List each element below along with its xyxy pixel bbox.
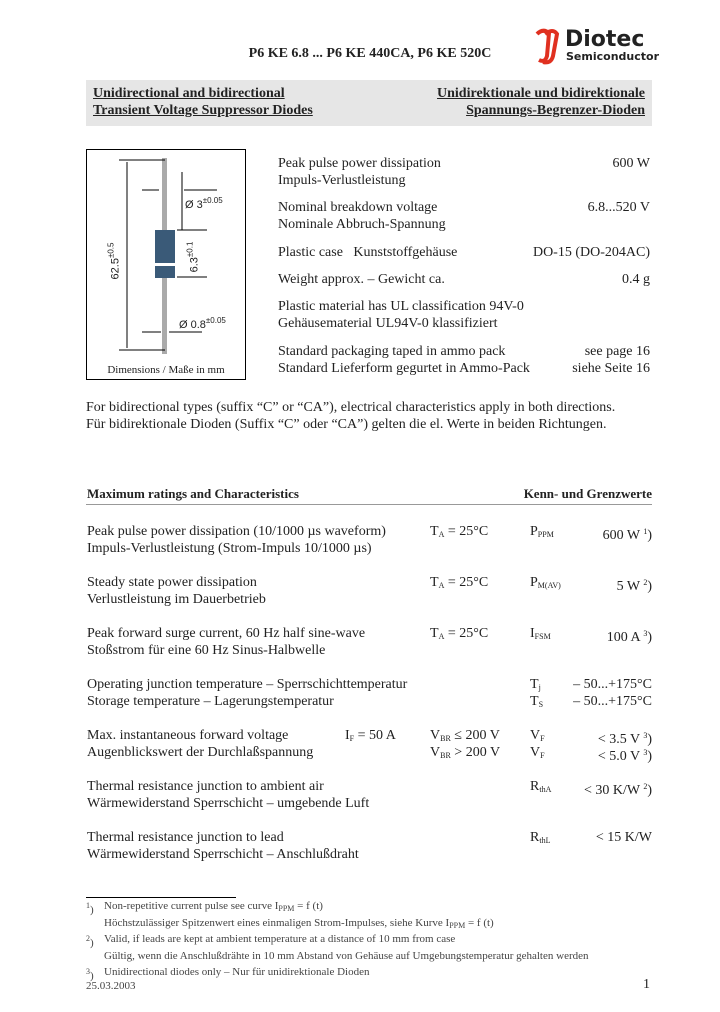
rating-symbol: [530, 523, 554, 543]
rating-symbol: [530, 625, 551, 645]
rating-value-text: 5 W: [616, 579, 640, 594]
rating-symbol: [530, 778, 551, 798]
rating-precondition-main: I: [345, 728, 350, 743]
logo-subtext: Semiconductor: [566, 50, 659, 63]
body-diameter-tol: ±0.05: [202, 196, 223, 205]
footnote-number: 3: [86, 967, 90, 976]
rating-condition-subscript: A: [438, 581, 445, 590]
rating-condition-main: T: [430, 626, 439, 641]
section-header: [86, 485, 652, 505]
rating-value: < 3.5 V $^3$): [597, 731, 652, 747]
spec-value: 6.8...520 V: [587, 200, 650, 215]
lead-diameter: Ø 0.8: [179, 319, 206, 331]
rating-symbol-main: R: [530, 779, 540, 794]
lead-diameter-tol: ±0.05: [205, 316, 226, 325]
bidirectional-note-en: For bidirectional types (suffix “C” or “CA”), electrical characteristics apply in both directions.: [86, 400, 616, 415]
rating-label: Peak pulse power dissipation (10/1000 µs waveform): [87, 524, 386, 539]
footnote-ref: 3: [643, 748, 648, 757]
rating-label-de: Wärmewiderstand Sperrschicht – Anschlußdraht: [87, 847, 359, 862]
rating-value-text: < 30 K/W: [583, 783, 640, 798]
footnote-text: Gültig, wenn die Anschlußdrähte in 10 mm Abstand von Gehäuse auf Umgebungstemperatur gehalten werden: [104, 949, 589, 962]
rating-label: Thermal resistance junction to lead: [87, 830, 284, 845]
total-length: 62.5: [109, 258, 122, 280]
rating-condition-main: T: [430, 575, 439, 590]
figure-caption: Dimensions / Maße in mm: [107, 364, 225, 376]
rating-value: 600 W $^1$): [602, 527, 652, 543]
footnote-ref: 2: [643, 578, 648, 587]
rating-symbol-main: P: [530, 524, 538, 539]
rating-symbol-subscript: S: [538, 700, 544, 709]
rating-symbol-main: I: [530, 626, 535, 641]
rating-condition-rest: ≤ 200 V: [450, 728, 500, 743]
footnote-mark: $^1$): [86, 901, 94, 916]
rating-value-text: 100 A: [606, 630, 640, 645]
rating-label: Thermal resistance junction to ambient air: [87, 779, 324, 794]
footnote-ref: 3: [643, 731, 648, 740]
rating-label: Steady state power dissipation: [87, 575, 257, 590]
rating-value: [573, 676, 652, 693]
spec-label-de: Standard Lieferform gegurtet in Ammo-Pack: [278, 361, 530, 376]
rating-condition-subscript: A: [438, 530, 445, 539]
document-title: P6 KE 6.8 ... P6 KE 440CA, P6 KE 520C: [248, 46, 492, 61]
rating-condition-main: T: [430, 524, 439, 539]
body-diameter: Ø 3: [185, 199, 203, 211]
footnote-number: 2: [86, 934, 90, 943]
spec-label: Plastic material has UL classification 94V-0: [278, 299, 524, 314]
spec-label: Standard packaging taped in ammo pack: [278, 344, 506, 359]
spec-label: Plastic case Kunststoffgehäuse: [278, 245, 458, 260]
rating-value: 100 A $^3$): [606, 629, 652, 645]
footnote-rest: = f (t): [465, 916, 494, 929]
footnote-text: Unidirectional diodes only – Nur für unidirektionale Dioden: [104, 966, 370, 978]
section-title-en: Maximum ratings and Characteristics: [87, 486, 299, 501]
footnote-text: Valid, if leads are kept at ambient temperature at a distance of 10 mm from case: [104, 933, 456, 945]
footnote-sub: PPM: [278, 904, 295, 913]
footnote-ref: 1: [643, 527, 648, 536]
rating-value: [596, 829, 652, 846]
spec-value: 0.4 g: [622, 272, 650, 287]
footnote-ref: 3: [643, 629, 648, 638]
rating-symbol-main: V: [530, 728, 541, 743]
footnote-de: [104, 948, 589, 965]
rating-value: 5 W $^2$): [616, 578, 652, 594]
body-length-tol: ±0.1: [185, 241, 195, 258]
diotec-logo: [533, 26, 658, 66]
rating-value-text: – 50...+175°C: [573, 694, 652, 709]
footnote-en: [104, 931, 455, 948]
rating-label: Peak forward surge current, 60 Hz half sine-wave: [87, 626, 366, 641]
rating-symbol-main: V: [530, 745, 541, 760]
footnote-text: Höchstzulässiger Spitzenwert eines einmaligen Strom-Impulses, siehe Kurve I: [104, 916, 450, 929]
title-banner: [86, 80, 652, 126]
page-number: 1: [643, 977, 650, 992]
rating-condition: [430, 574, 488, 594]
rating-condition: [430, 523, 488, 543]
rating-condition-rest: = 25°C: [444, 575, 489, 590]
footnote-number: 1: [86, 901, 90, 910]
rating-label-de: Impuls-Verlustleistung (Strom-Impuls 10/1000 µs): [87, 541, 372, 556]
banner-en-1: Unidirectional and bidirectional: [93, 86, 285, 101]
spec-label-de: Impuls-Verlustleistung: [278, 173, 406, 188]
body-length: 6.3: [188, 257, 201, 273]
footnote-en: [104, 964, 369, 981]
rating-symbol: [530, 744, 545, 764]
rating-symbol: [530, 693, 543, 713]
footnote-mark: $^3$): [86, 967, 94, 982]
rating-label: Max. instantaneous forward voltage: [87, 728, 289, 743]
rating-symbol-subscript: thL: [539, 836, 551, 845]
rating-symbol-main: T: [530, 677, 539, 692]
rating-condition-subscript: A: [438, 632, 445, 641]
rating-symbol-subscript: F: [540, 734, 545, 743]
rating-precondition: [345, 727, 396, 747]
dimension-drawing: [86, 149, 246, 380]
spec-value: 600 W: [612, 156, 650, 171]
rating-symbol-subscript: M(AV): [537, 581, 561, 590]
rating-label-de: Verlustleistung im Dauerbetrieb: [87, 592, 266, 607]
footnote-text: Non-repetitive current pulse see curve I: [104, 900, 279, 912]
rating-label-de: Stoßstrom für eine 60 Hz Sinus-Halbwelle: [87, 643, 326, 658]
rating-symbol-subscript: PPM: [537, 530, 554, 539]
footnote-mark: $^2$): [86, 934, 94, 949]
rating-value-text: 600 W: [602, 528, 640, 543]
rating-symbol-subscript: j: [538, 683, 541, 692]
rating-precondition-rest: = 50 A: [354, 728, 396, 743]
rating-value-text: < 5.0 V: [597, 749, 640, 764]
rating-symbol-main: T: [530, 694, 539, 709]
rating-condition: [430, 744, 500, 764]
footnote-ref: 2: [643, 782, 648, 791]
rating-condition: [430, 625, 488, 645]
document-date: 25.03.2003: [86, 980, 136, 992]
spec-label-de: Nominale Abbruch-Spannung: [278, 217, 446, 232]
footnote-sub: PPM: [449, 920, 466, 930]
spec-label: Nominal breakdown voltage: [278, 200, 438, 215]
rating-condition-main: V: [430, 745, 441, 760]
spec-label: Peak pulse power dissipation: [278, 156, 441, 171]
banner-de-2: Spannungs-Begrenzer-Dioden: [466, 103, 645, 118]
spec-value: see page 16: [584, 344, 650, 359]
rating-label-de: Storage temperature – Lagerungstemperatur: [87, 694, 334, 709]
rating-label-de: Wärmewiderstand Sperrschicht – umgebende Luft: [87, 796, 370, 811]
rating-value-text: – 50...+175°C: [573, 677, 652, 692]
rating-value: < 30 K/W $^2$): [583, 782, 652, 798]
rating-precondition-subscript: F: [349, 734, 355, 743]
banner-en-2: Transient Voltage Suppressor Diodes: [93, 103, 313, 118]
rating-symbol-subscript: F: [540, 751, 545, 760]
rating-condition-rest: > 200 V: [450, 745, 501, 760]
rating-condition-rest: = 25°C: [444, 626, 489, 641]
rating-condition-main: V: [430, 728, 441, 743]
rating-symbol-subscript: FSM: [534, 632, 551, 641]
rating-symbol: [530, 574, 561, 594]
rating-symbol-main: P: [530, 575, 538, 590]
total-length-tol: ±0.5: [106, 242, 116, 259]
rating-label: Operating junction temperature – Sperrschichttemperatur: [87, 677, 408, 692]
spec-value-de: siehe Seite 16: [572, 361, 650, 376]
logo-text: Diotec: [565, 27, 645, 52]
rating-condition-rest: = 25°C: [444, 524, 489, 539]
rating-symbol-subscript: thA: [539, 785, 552, 794]
spec-value: DO-15 (DO-204AC): [532, 245, 650, 260]
section-title-de: Kenn- und Grenzwerte: [523, 486, 652, 501]
rating-value: < 5.0 V $^3$): [597, 748, 652, 764]
spec-label: Weight approx. – Gewicht ca.: [278, 272, 445, 287]
rating-value-text: < 15 K/W: [595, 830, 652, 845]
bidirectional-note-de: Für bidirektionale Dioden (Suffix “C” oder “CA”) gelten die el. Werte in beiden Richtungen.: [86, 417, 607, 432]
rating-symbol-main: R: [530, 830, 540, 845]
rating-value: [573, 693, 652, 710]
rating-condition-subscript: BR: [440, 734, 451, 743]
banner-de-1: Unidirektionale und bidirektionale: [437, 86, 645, 101]
rating-symbol: [530, 829, 550, 849]
spec-label-de: Gehäusematerial UL94V-0 klassifiziert: [278, 316, 498, 331]
footnote-rest: = f (t): [294, 900, 323, 912]
rating-label-de: Augenblickswert der Durchlaßspannung: [87, 745, 314, 760]
rating-value-text: < 3.5 V: [597, 732, 640, 747]
rating-condition-subscript: BR: [440, 751, 451, 760]
